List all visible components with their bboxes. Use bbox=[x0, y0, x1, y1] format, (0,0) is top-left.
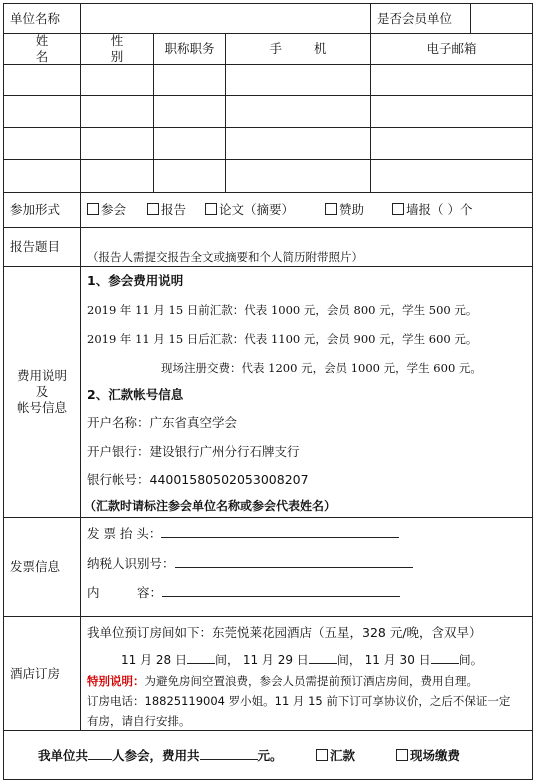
total-fee-field[interactable] bbox=[200, 759, 258, 760]
option-poster[interactable]: 墙报（ ）个 bbox=[392, 202, 472, 218]
invoice-label: 发票信息 bbox=[3, 517, 80, 616]
invoice-content bbox=[80, 517, 533, 616]
table-row-cell[interactable] bbox=[80, 159, 153, 192]
fees-content bbox=[80, 266, 533, 517]
invoice-content-field[interactable]: 内 容： bbox=[87, 585, 400, 601]
hotel-booking-tail: 有房，请自行安排。 bbox=[87, 714, 191, 728]
column-header-title: 职称职务 bbox=[153, 33, 225, 64]
fees-section1-title: 1、参会费用说明 bbox=[87, 273, 184, 288]
unit-name-field[interactable] bbox=[80, 3, 370, 33]
table-row-cell[interactable] bbox=[3, 159, 80, 192]
fees-early: 2019 年 11 月 15 日前汇款：代表 1000 元，会员 800 元，学生 500 元。 bbox=[87, 303, 478, 317]
attendee-count-field[interactable] bbox=[88, 759, 112, 760]
table-row-cell[interactable] bbox=[80, 64, 153, 95]
table-row-cell[interactable] bbox=[80, 127, 153, 159]
hotel-content bbox=[80, 616, 533, 730]
option-onsite-pay[interactable]: 现场缴费 bbox=[396, 748, 460, 764]
table-row-cell[interactable] bbox=[225, 64, 370, 95]
fees-late: 2019 年 11 月 15 日后汇款：代表 1100 元，会员 900 元，学生 600 元。 bbox=[87, 332, 478, 346]
table-row-cell[interactable] bbox=[3, 127, 80, 159]
room-count-1[interactable] bbox=[187, 663, 215, 664]
table-row-cell[interactable] bbox=[80, 95, 153, 127]
hotel-label: 酒店订房 bbox=[3, 616, 80, 730]
account-number: 银行帐号：44001580502053008207 bbox=[87, 472, 309, 487]
participation-options bbox=[80, 192, 533, 227]
report-title-field[interactable] bbox=[80, 227, 533, 266]
table-row-cell[interactable] bbox=[225, 127, 370, 159]
fees-section2-title: 2、汇款帐号信息 bbox=[87, 387, 184, 402]
account-name: 开户名称：广东省真空学会 bbox=[87, 415, 238, 430]
option-remit[interactable]: 汇款 bbox=[316, 748, 355, 764]
column-header-phone: 手 机 bbox=[225, 33, 370, 64]
checkbox[interactable] bbox=[147, 203, 159, 215]
checkbox[interactable] bbox=[396, 749, 408, 761]
column-header-gender: 性 别 bbox=[80, 33, 153, 64]
tax-id-field[interactable]: 纳税人识别号： bbox=[87, 556, 413, 572]
checkbox[interactable] bbox=[316, 749, 328, 761]
bank-name: 开户银行：建设银行广州分行石牌支行 bbox=[87, 444, 300, 459]
report-note: （报告人需提交报告全文或摘要和个人简历附带照片） bbox=[87, 250, 363, 264]
fees-onsite: 现场注册交费：代表 1200 元，会员 1000 元，学生 600 元。 bbox=[161, 361, 482, 375]
option-sponsor[interactable]: 赞助 bbox=[325, 202, 364, 218]
column-header-name: 姓 名 bbox=[3, 33, 80, 64]
table-row-cell[interactable] bbox=[225, 95, 370, 127]
table-row-cell[interactable] bbox=[153, 64, 225, 95]
member-unit-label: 是否会员单位 bbox=[370, 3, 470, 33]
unit-name-label: 单位名称 bbox=[3, 3, 80, 33]
table-row-cell[interactable] bbox=[370, 64, 533, 95]
room-count-3[interactable] bbox=[431, 663, 459, 664]
report-title-label: 报告题目 bbox=[3, 227, 80, 266]
registration-form bbox=[3, 3, 533, 780]
table-row-cell[interactable] bbox=[153, 95, 225, 127]
hotel-dates: 11 月 28 日 间， 11 月 29 日 间， 11 月 30 日 间。 bbox=[121, 653, 483, 667]
option-attend[interactable]: 参会 bbox=[87, 202, 126, 218]
participation-label: 参加形式 bbox=[3, 192, 80, 227]
table-row-cell[interactable] bbox=[153, 127, 225, 159]
checkbox[interactable] bbox=[87, 203, 99, 215]
option-paper[interactable]: 论文（摘要） bbox=[205, 202, 294, 218]
table-row-cell[interactable] bbox=[3, 64, 80, 95]
checkbox[interactable] bbox=[325, 203, 337, 215]
table-row-cell[interactable] bbox=[153, 159, 225, 192]
fees-label: 费用说明 及 帐号信息 bbox=[3, 266, 80, 517]
hotel-booking-phone: 订房电话：18825119004 罗小姐。11 月 15 前下订可享协议价，之后不保证一定 bbox=[87, 694, 511, 708]
footer-summary bbox=[3, 730, 533, 780]
invoice-title-field[interactable]: 发 票 抬 头： bbox=[87, 526, 399, 542]
hotel-special-note: 特别说明：为避免房间空置浪费，参会人员需提前预订酒店房间，费用自理。 bbox=[87, 674, 478, 688]
room-count-2[interactable] bbox=[309, 663, 337, 664]
checkbox[interactable] bbox=[392, 203, 404, 215]
column-header-email: 电子邮箱 bbox=[370, 33, 533, 64]
footer-text: 我单位共 人参会，费用共 元。 bbox=[38, 748, 283, 763]
table-row-cell[interactable] bbox=[3, 95, 80, 127]
hotel-intro: 我单位预订房间如下：东莞悦莱花园酒店（五星，328 元/晚，含双早） bbox=[87, 625, 482, 640]
remit-note: （汇款时请标注参会单位名称或参会代表姓名） bbox=[84, 499, 337, 513]
option-report[interactable]: 报告 bbox=[147, 202, 186, 218]
table-row-cell[interactable] bbox=[370, 127, 533, 159]
table-row-cell[interactable] bbox=[370, 159, 533, 192]
checkbox[interactable] bbox=[205, 203, 217, 215]
table-row-cell[interactable] bbox=[225, 159, 370, 192]
member-unit-field[interactable] bbox=[470, 3, 533, 33]
table-row-cell[interactable] bbox=[370, 95, 533, 127]
